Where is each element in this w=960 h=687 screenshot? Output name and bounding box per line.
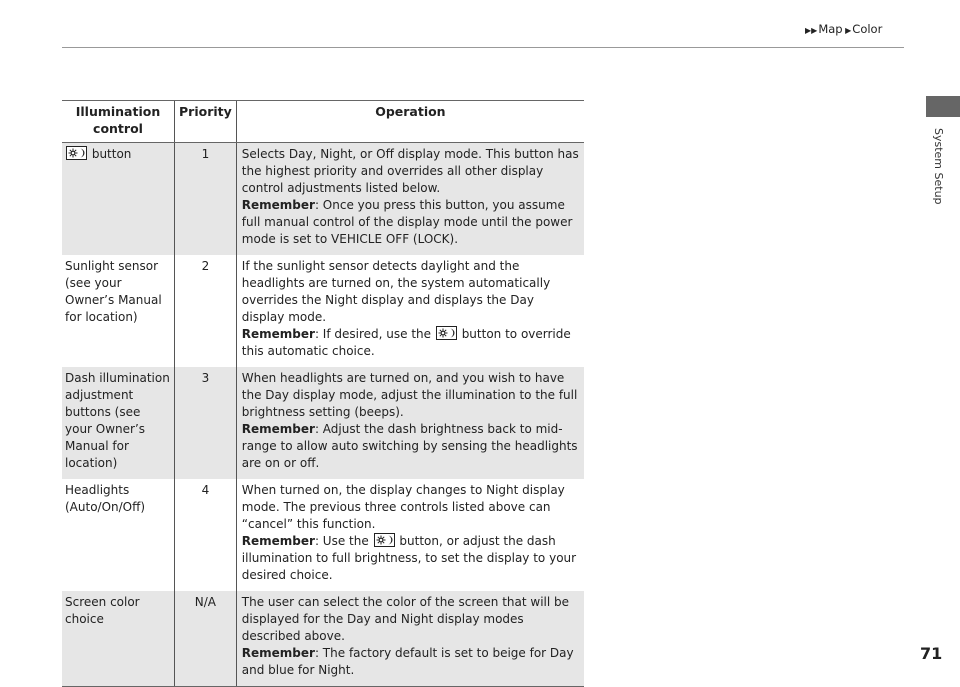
table-row (62, 143, 584, 256)
breadcrumb-color: Color (852, 22, 883, 36)
operation-cell (236, 479, 584, 591)
table-row (62, 479, 584, 591)
header-control: Illumination control (62, 101, 175, 143)
operation-cell (236, 367, 584, 479)
control-cell: Sunlight sensor (see your Owner’s Manual for location) (65, 259, 162, 324)
day-night-button-icon (374, 533, 395, 547)
header-operation: Operation (236, 101, 584, 143)
day-night-button-icon (436, 326, 457, 340)
operation-cell (236, 255, 584, 367)
operation-text: When headlights are turned on, and you wish to have the Day display mode, adjust the illumination to the full brightness setting (beeps). (241, 371, 578, 419)
remember-text-end: button to override this automatic choice. (241, 327, 571, 358)
operation-cell (236, 591, 584, 687)
remember-text-end: button, or adjust the dash illumination to full brightness, to set the display to your desired choice. (241, 534, 577, 582)
priority-cell: 1 (175, 143, 237, 256)
table-row (62, 255, 584, 367)
control-cell: Dash illumination adjustment buttons (see your Owner’s Manual for location) (62, 367, 175, 479)
control-cell: Headlights (Auto/On/Off) (65, 483, 146, 514)
table-header-row (62, 101, 584, 143)
operation-cell (236, 143, 584, 256)
priority-cell: 3 (175, 367, 237, 479)
illumination-table (62, 100, 584, 687)
breadcrumb-map: Map (818, 22, 843, 36)
section-tab (926, 96, 960, 117)
header-priority: Priority (175, 101, 237, 143)
priority-cell: N/A (175, 591, 237, 687)
remember-label: Remember (241, 646, 315, 660)
remember-label: Remember (241, 198, 315, 212)
control-cell (62, 143, 175, 256)
remember-text: : Adjust the dash brightness back to mid-range to allow auto switching by sensing the headlights are on or off. (241, 422, 578, 470)
control-label: button (91, 147, 132, 161)
operation-text: When turned on, the display changes to Night display mode. The previous three controls listed above can “cancel” this function. (241, 483, 565, 531)
table-row (62, 367, 584, 479)
control-cell: Screen color choice (62, 591, 175, 687)
remember-text: : Use the (314, 534, 369, 548)
page-number: 71 (920, 644, 943, 663)
operation-text: If the sunlight sensor detects daylight and the headlights are turned on, the system automatically overrides the Night display and displays the Day display mode. (241, 259, 551, 324)
arrow-icon: ▶▶ (805, 26, 818, 35)
remember-text: : If desired, use the (314, 327, 432, 341)
priority-cell: 4 (175, 479, 237, 591)
remember-label: Remember (241, 422, 315, 436)
remember-label: Remember (241, 327, 315, 341)
operation-text: Selects Day, Night, or Off display mode. This button has the highest priority and overrides all other display control adjustments listed below. (241, 147, 579, 195)
header-divider (62, 47, 904, 48)
arrow-icon: ▶ (842, 26, 852, 35)
operation-text: The user can select the color of the screen that will be displayed for the Day and Night display modes described above. (241, 595, 570, 643)
day-night-button-icon (66, 146, 87, 160)
priority-cell: 2 (175, 255, 237, 367)
remember-text: : Once you press this button, you assume full manual control of the display mode until the power mode is set to VEHICLE OFF (LOCK). (241, 198, 573, 246)
breadcrumb (805, 22, 882, 36)
table-row (62, 591, 584, 687)
remember-text: : The factory default is set to beige for Day and blue for Night. (241, 646, 574, 677)
section-label: System Setup (932, 128, 945, 205)
remember-label: Remember (241, 534, 315, 548)
